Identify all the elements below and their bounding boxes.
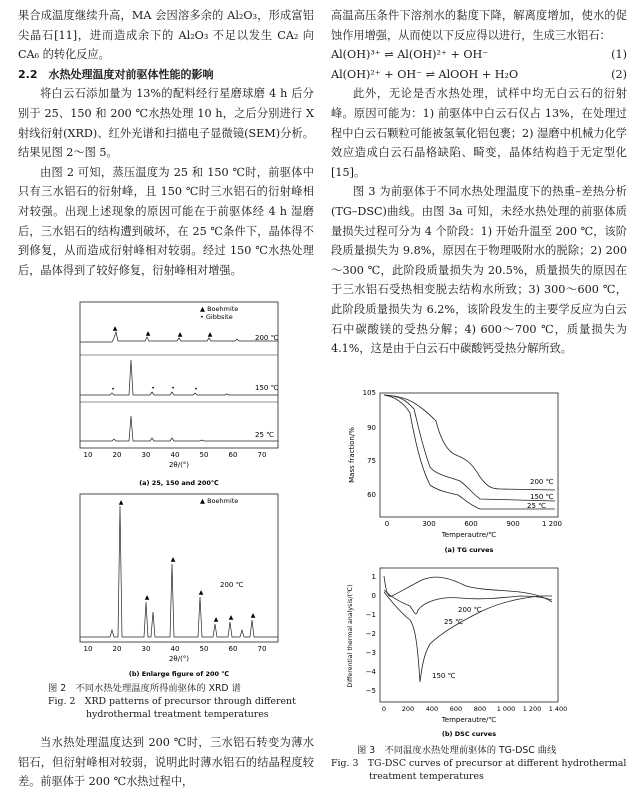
fig2a-xlabel: 2θ/(°) bbox=[168, 461, 190, 469]
svg-text:•: • bbox=[151, 385, 155, 392]
left-column-bottom bbox=[18, 733, 314, 792]
fig3a-ytick: 60 bbox=[367, 491, 376, 499]
fig3-caption-en-1: Fig. 3 TG-DSC curves of precursor at different hydrothermal bbox=[331, 758, 627, 769]
fig3a-ytick: 90 bbox=[367, 424, 376, 432]
fig2a-legend-boehmite: ▲ Boehmite bbox=[200, 305, 239, 313]
fig3-caption-en-2: treatment temperatures bbox=[369, 771, 484, 782]
fig2a-label-25: 25 ℃ bbox=[255, 431, 274, 439]
fig3b bbox=[340, 562, 572, 740]
fig2b-xtick: 20 bbox=[112, 645, 122, 653]
fig3a-label-150: 150 ℃ bbox=[530, 493, 554, 501]
fig3a-ylabel: Mass fraction/% bbox=[348, 427, 356, 483]
fig3a-svg bbox=[340, 385, 570, 557]
fig2b-svg bbox=[50, 492, 290, 680]
fig2a-xtick: 20 bbox=[112, 451, 122, 459]
fig3b-subcap: (b) DSC curves bbox=[441, 730, 497, 738]
fig3b-xtick: 800 bbox=[473, 705, 487, 713]
fig2a-xtick: 40 bbox=[170, 451, 180, 459]
fig3b-xtick: 1 200 bbox=[522, 705, 542, 713]
svg-text:▲: ▲ bbox=[170, 556, 176, 563]
fig3a-xtick: 0 bbox=[384, 520, 390, 528]
fig2b-xtick: 10 bbox=[83, 645, 93, 653]
equation-1-number: (1) bbox=[611, 48, 627, 62]
fig3b-ytick: −3 bbox=[365, 649, 376, 657]
right-para-top: 高温高压条件下溶剂水的黏度下降，解离度增加，使水的促蚀作用增强，从而使以下反应得以进行，生成三水铝石： bbox=[331, 9, 627, 42]
svg-text:•: • bbox=[194, 386, 198, 393]
fig2b-xtick: 60 bbox=[228, 645, 238, 653]
fig2a-xtick: 50 bbox=[199, 451, 209, 459]
fig3a bbox=[340, 385, 570, 557]
fig2b-xtick: 70 bbox=[257, 645, 267, 653]
left-para-top: 果合成温度继续升高，MA 会因溶多余的 Al₂O₃，形成富铝尖晶石[11]，进而造成余下的 Al₂O₃ 不足以发生 CA₂ 向 CA₆ 的转化反应。 bbox=[18, 9, 314, 62]
fig3b-label-200: 200 ℃ bbox=[458, 606, 482, 614]
fig2b-xtick: 50 bbox=[199, 645, 209, 653]
right-column bbox=[331, 6, 627, 359]
fig2b-legend: ▲ Boehmite bbox=[200, 497, 239, 505]
fig3a-label-200: 200 ℃ bbox=[530, 478, 554, 486]
fig2b-label-200: 200 ℃ bbox=[220, 581, 244, 589]
svg-text:▲: ▲ bbox=[198, 589, 204, 596]
left-para-1: 将白云石添加量为 13%的配料经行星磨球磨 4 h 后分别于 25、150 和 200 ℃水热处理 10 h，之后分别进行 X 射线衍射(XRD)、红外光谱和扫描电子显微镜(SEM)分析。结果见图 2～图 5。 bbox=[18, 87, 314, 160]
fig2a-svg bbox=[50, 300, 290, 490]
fig3b-svg bbox=[340, 562, 572, 740]
fig2a-legend-gibbsite: • Gibbsite bbox=[200, 313, 233, 321]
svg-text:▲: ▲ bbox=[228, 614, 234, 621]
fig3b-xtick: 0 bbox=[381, 705, 387, 713]
fig3b-xtick: 1 400 bbox=[548, 705, 568, 713]
fig3b-xtick: 400 bbox=[425, 705, 439, 713]
section-heading: 2.2 水热处理温度对前驱体性能的影响 bbox=[18, 67, 214, 81]
fig3b-xtick: 600 bbox=[449, 705, 463, 713]
fig2b-xtick: 40 bbox=[170, 645, 180, 653]
fig3b-xtick: 200 bbox=[401, 705, 415, 713]
svg-text:•: • bbox=[171, 385, 175, 392]
fig3a-xlabel: Temperautre/℃ bbox=[441, 531, 497, 539]
fig2a-xtick: 30 bbox=[141, 451, 151, 459]
fig3a-label-25: 25 ℃ bbox=[527, 502, 546, 510]
fig3b-label-25: 25 ℃ bbox=[444, 618, 463, 626]
fig3-caption bbox=[331, 744, 627, 783]
fig2a-xtick: 60 bbox=[228, 451, 238, 459]
fig2-caption bbox=[18, 682, 314, 721]
fig2a-subcap: (a) 25, 150 and 200℃ bbox=[139, 479, 219, 487]
left-column bbox=[18, 6, 314, 280]
equation-1-body: Al(OH)³⁺ ⇌ Al(OH)²⁺ + OH⁻ bbox=[331, 48, 489, 62]
fig3b-ytick: 1 bbox=[371, 573, 376, 581]
right-para-1: 此外，无论是否水热处理，试样中均无白云石的衍射峰。原因可能为：1) 前驱体中白云石仅占 13%，在处理过程中白云石颗粒可能被氢氧化铝包裹；2) 湿磨中机械力化学效应造成白云石晶格缺陷、畸变，晶体结构趋于无定型化[15]。 bbox=[331, 87, 627, 179]
fig3a-subcap: (a) TG curves bbox=[444, 546, 494, 554]
svg-text:▲: ▲ bbox=[207, 331, 213, 338]
equation-2-body: Al(OH)²⁺ + OH⁻ ⇌ AlOOH + H₂O bbox=[331, 67, 519, 81]
svg-text:▲: ▲ bbox=[144, 594, 150, 601]
left-para-2: 由图 2 可知，蒸压温度为 25 和 150 ℃时，前驱体中只有三水铝石的衍射峰，且 150 ℃时三水铝石的衍射峰相对较强。出现上述现象的原因可能在于前驱体经 4 h 湿磨后，三水铝石的结构遭到破坏，在 25 ℃条件下，晶体得不到修复，从而造成衍射峰相对较弱。经过 150 ℃水热处理后，晶体得到了较好修复，衍射峰相对增强。 bbox=[18, 165, 314, 277]
equation-2 bbox=[331, 65, 627, 85]
fig2a-xtick: 70 bbox=[257, 451, 267, 459]
fig2a-label-200: 200 ℃ bbox=[255, 334, 279, 342]
fig2a-xtick: 10 bbox=[83, 451, 93, 459]
left-para-bottom: 当水热处理温度达到 200 ℃时，三水铝石转变为薄水铝石，但衍射峰相对较弱，说明此时薄水铝石的结晶程度较差。前驱体于 200 ℃水热过程中， bbox=[18, 736, 314, 789]
fig3a-xtick: 1 200 bbox=[541, 520, 563, 528]
fig3a-xtick: 900 bbox=[506, 520, 520, 528]
fig2b-subcap: (b) Enlarge figure of 200 ℃ bbox=[128, 670, 230, 678]
fig3-caption-cn: 图 3 不同温度水热处理前驱体的 TG-DSC 曲线 bbox=[357, 745, 557, 756]
fig2-caption-en-2: hydrothermal treatment temperatures bbox=[86, 709, 269, 720]
right-para-2: 图 3 为前驱体于不同水热处理温度下的热重–差热分析(TG–DSC)曲线。由图 3a 可知，未经水热处理的前驱体质量损失过程可分为 4 个阶段：1) 开始升温至 200 ℃，该阶段质量损失为 9.8%，原因在于物理吸附水的脱除；2) 200～300 ℃，此阶段质量损失为 20.5%，质量损失的原因在于三水铝石受热相变脱去结构水所致；3) 300～600 ℃，此阶段质量损失为 6.2%，该阶段发生的主要学反应为白云石中碳酸镁的受热分解；4) 600～700 ℃，质量损失为 4.1%，这是由于白云石中碳酸钙受热分解所致。 bbox=[331, 185, 627, 356]
svg-text:•: • bbox=[111, 386, 115, 393]
fig2a bbox=[50, 300, 290, 490]
fig2-caption-cn: 图 2 不同水热处理温度所得前驱体的 XRD 谱 bbox=[48, 683, 241, 694]
fig2b bbox=[50, 492, 290, 680]
svg-text:▲: ▲ bbox=[145, 330, 151, 337]
svg-text:▲: ▲ bbox=[213, 616, 219, 623]
svg-text:▲: ▲ bbox=[177, 331, 183, 338]
svg-text:▲: ▲ bbox=[250, 612, 256, 619]
svg-text:▲: ▲ bbox=[112, 325, 118, 332]
fig3b-ytick: −5 bbox=[365, 687, 376, 695]
fig2b-xtick: 30 bbox=[141, 645, 151, 653]
fig3a-xtick: 600 bbox=[464, 520, 478, 528]
fig3b-ytick: −1 bbox=[365, 611, 376, 619]
fig3b-xlabel: Temperautre/℃ bbox=[441, 716, 497, 724]
fig2b-xlabel: 2θ/(°) bbox=[168, 655, 190, 663]
fig3b-ytick: −2 bbox=[365, 630, 376, 638]
fig3b-ylabel: Differential thermal analysis/(℃) bbox=[347, 584, 354, 688]
fig3b-xtick: 1 000 bbox=[496, 705, 516, 713]
fig3b-label-150: 150 ℃ bbox=[432, 672, 456, 680]
equation-2-number: (2) bbox=[611, 67, 627, 81]
svg-text:▲: ▲ bbox=[118, 499, 124, 506]
fig3a-ytick: 75 bbox=[367, 457, 376, 465]
fig3b-ytick: 0 bbox=[371, 592, 376, 600]
fig3a-xtick: 300 bbox=[422, 520, 436, 528]
fig2a-label-150: 150 ℃ bbox=[255, 384, 279, 392]
fig2-caption-en-1: Fig. 2 XRD patterns of precursor through different bbox=[48, 696, 296, 707]
fig3b-ytick: −4 bbox=[365, 668, 376, 676]
fig3a-ytick: 105 bbox=[362, 389, 376, 397]
equation-1 bbox=[331, 45, 627, 65]
